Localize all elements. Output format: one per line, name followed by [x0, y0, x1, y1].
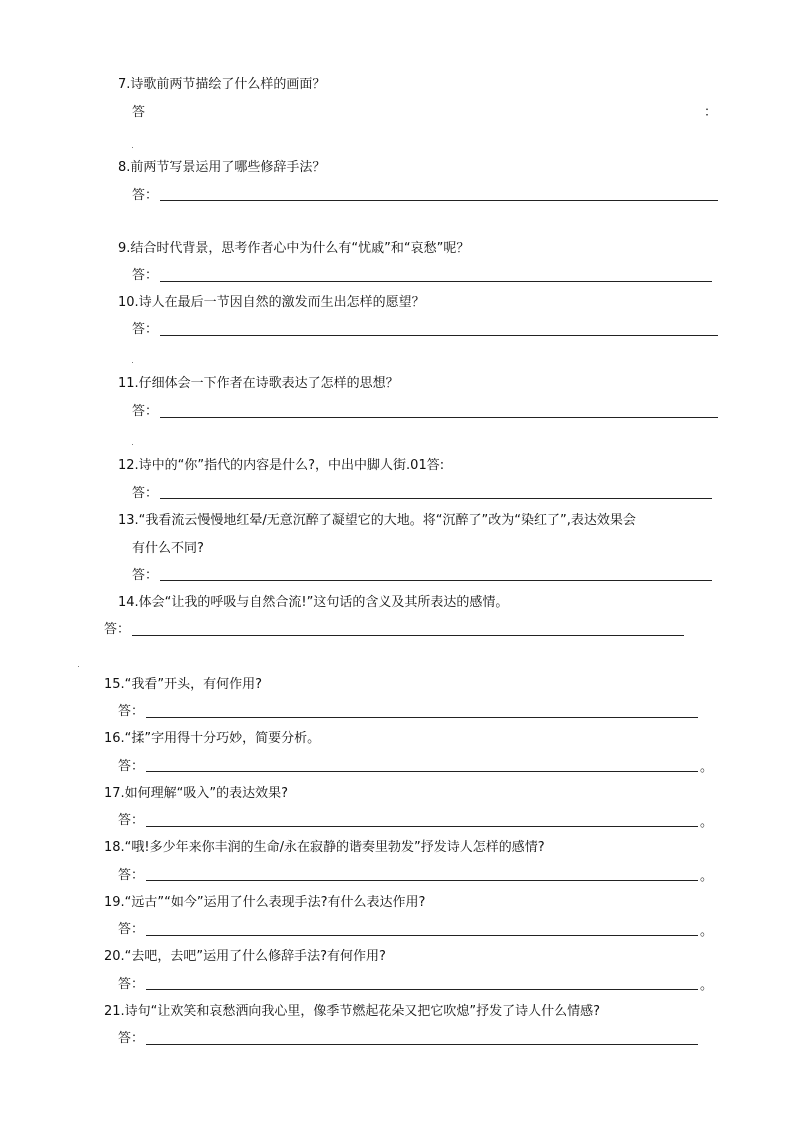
question-19: 19.“远古”“如今”运用了什么表现手法?有什么表达作用? — [104, 895, 426, 910]
question-7: 7.诗歌前两节描绘了什么样的画面？ — [118, 77, 326, 92]
answer-label-10: 答： — [132, 322, 159, 337]
answer-label-15: 答： — [118, 704, 145, 719]
question-13: 13.“我看流云慢慢地红晕/无意沉醉了凝望它的大地。将“沉醉了”改为“染红了”,表达效果会 — [118, 513, 636, 528]
answer-label-21: 答： — [118, 1031, 145, 1046]
answer-line-16[interactable] — [146, 771, 698, 772]
answer-label-17: 答： — [118, 813, 145, 828]
answer-line-9[interactable] — [160, 281, 712, 282]
answer-label-14: 答： — [104, 622, 131, 637]
stray-dot — [132, 444, 133, 445]
answer-line-8[interactable] — [160, 200, 718, 201]
question-12: 12.诗中的“你”指代的内容是什么?，中出中脚人街.01答: — [118, 458, 445, 473]
stray-dot — [78, 666, 79, 667]
question-10: 10.诗人在最后一节因自然的激发而生出怎样的愿望？ — [118, 295, 425, 310]
answer-label-20: 答： — [118, 977, 145, 992]
answer-line-10[interactable] — [160, 335, 718, 336]
question-21: 21.诗句“让欢笑和哀愁洒向我心里，像季节燃起花朵又把它吹熄”抒发了诗人什么情感? — [104, 1004, 601, 1019]
answer-line-11[interactable] — [160, 417, 718, 418]
answer-end-16: 。 — [700, 760, 714, 775]
answer-line-12[interactable] — [160, 498, 712, 499]
answer-line-13[interactable] — [160, 580, 712, 581]
answer-end-18: 。 — [700, 869, 714, 884]
answer-line-20[interactable] — [146, 989, 698, 990]
answer-label-13: 答： — [132, 568, 159, 583]
answer-label-18: 答： — [118, 868, 145, 883]
answer-label-19: 答： — [118, 922, 145, 937]
answer-line-19[interactable] — [146, 935, 698, 936]
question-16: 16.“揉”字用得十分巧妙，简要分析。 — [104, 731, 321, 746]
question-11: 11.仔细体会一下作者在诗歌表达了怎样的思想？ — [118, 376, 399, 391]
question-20: 20.“去吧，去吧”运用了什么修辞手法?有何作用? — [104, 949, 386, 964]
stray-dot — [132, 147, 133, 148]
question-8: 8.前两节写景运用了哪些修辞手法？ — [118, 160, 326, 175]
question-18: 18.“哦!多少年来你丰润的生命/永在寂静的谐奏里勃发”抒发诗人怎样的感情? — [104, 840, 545, 855]
answer-end-19: 。 — [700, 924, 714, 939]
stray-dot — [132, 362, 133, 363]
question-15: 15.“我看”开头，有何作用? — [104, 677, 263, 692]
answer-line-18[interactable] — [146, 880, 698, 881]
answer-line-17[interactable] — [146, 826, 698, 827]
answer-label-8: 答： — [132, 188, 159, 203]
answer-label-12: 答： — [132, 486, 159, 501]
question-9: 9.结合时代背景，思考作者心中为什么有“忧戚”和“哀愁”呢？ — [118, 241, 470, 256]
question-17: 17.如何理解“吸入”的表达效果? — [104, 786, 289, 801]
answer-line-15[interactable] — [146, 717, 698, 718]
question-14: 14.体会“让我的呼吸与自然合流!”这句话的含义及其所表达的感情。 — [118, 595, 509, 610]
answer-label-7: 答 — [132, 105, 146, 120]
answer-label-9: 答： — [132, 268, 159, 283]
answer-line-14[interactable] — [132, 635, 684, 636]
answer-end-17: 。 — [700, 815, 714, 830]
answer-trail-7: ： — [704, 105, 718, 120]
question-13-cont: 有什么不同? — [132, 541, 204, 556]
answer-end-20: 。 — [700, 978, 714, 993]
answer-line-21[interactable] — [146, 1044, 698, 1045]
answer-label-16: 答： — [118, 759, 145, 774]
answer-label-11: 答： — [132, 404, 159, 419]
